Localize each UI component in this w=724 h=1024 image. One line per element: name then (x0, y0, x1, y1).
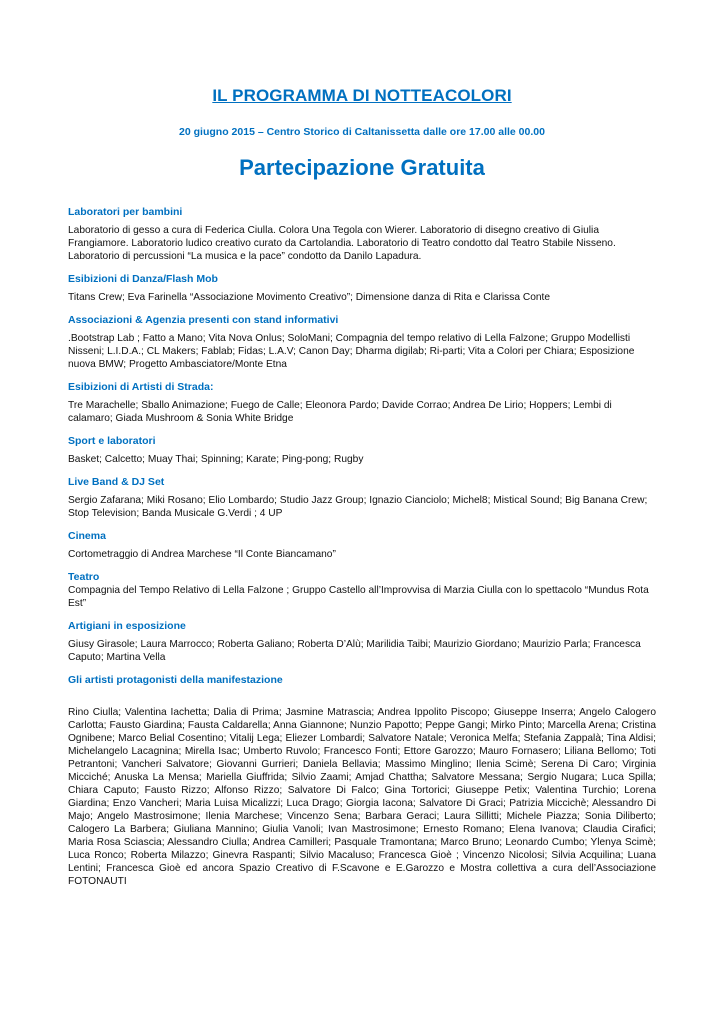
section-body: Giusy Girasole; Laura Marrocco; Roberta Galiano; Roberta D’Alù; Marilidia Taibi; Maurizio Giordano; Maurizio Parla; Francesca Caputo; Martina Vella (68, 639, 641, 663)
section-body: Laboratorio di gesso a cura di Federica Ciulla. Colora Una Tegola con Wierer. Laboratorio di disegno creativo di Giulia Frangiamore. Laboratorio ludico creativo curato da Cartolandia. Laboratorio di Teatro condotto dal Teatro Stabile Nisseno. Laboratorio di percussioni “La musica e la pace” condotto da Danilo Lapadura. (68, 225, 616, 262)
section-body: Rino Ciulla; Valentina Iachetta; Dalia di Prima; Jasmine Matrascia; Andrea Ippolito Piscopo; Giuseppe Inserra; Angelo Calogero Carlotta; Fausto Giardina; Fausta Caldarella; Anna Giannone; Nunzio Papotto; Peppe Gangi; Mirko Pinto; Marcella Arena; Cristina Ognibene; Marco Belial Cosentino; Vitalij Lega; Eliezer Lombardi; Salvatore Natale; Veronica Melfa; Stefania Zappalà; Tina Aldisi; Michelangelo Lacagnina; Mirella Isac; Umberto Ruvolo; Francesco Fonti; Ettore Garozzo; Mauro Fornasero; Liliana Bellomo; Toti Petrantoni; Vancheri Salvatore; Giovanni Gurrieri; Daniela Bellavia; Massimo Minglino; Ilenia Scimè; Serena Di Caro; Virginia Micciché; Anuska La Mensa; Mariella Giuffrida; Silvio Zaami; Amjad Chattha; Salvatore Messana; Sergio Nugara; Luca Spilla; Chiara Caputo; Fausto Rizzo; Alfonso Rizzo; Salvatore Di Falco; Gina Tortorici; Giuseppe Petix; Valentina Turchio; Lorena Giardina; Enzo Vancheri; Maria Luisa Micalizzi; Luca Drago; Giorgia Iacona; Salvatore Di Graci; Patrizia Miccichè; Alessandro Di Majo; Angelo Mastrosimone; Ilenia Marchese; Vincenzo Sena; Barbara Geraci; Laura Sillitti; Michele Piazza; Sonia Diliberto; Calogero La Barbera; Giuliana Mannino; Giulia Vanoli; Ivan Mastrosimone; Ernesto Romano; Elena Ivanova; Claudia Cirafici; Maria Rosa Sciascia; Alessandro Ciulla; Andrea Camilleri; Pasquale Tramontana; Marco Bruno; Leonardo Cumbo; Ylenya Scimè; Luca Ronco; Roberta Milazzo; Ginevra Raspanti; Silvio Macaluso; Francesca Gioè ; Vincenzo Nicolosi; Silvia Acquilina; Luana Lentini; Francesca Gioè ed ancora Spazio Creativo di F.Scavone e E.Garozzo e Mostra collettiva a cura dell’Associazione FOTONAUTI (68, 707, 656, 887)
section-artisti-strada (68, 381, 656, 425)
section-cinema (68, 530, 656, 561)
section-body: Compagnia del Tempo Relativo di Lella Falzone ; Gruppo Castello all’Improvvisa di Marzia Ciulla con lo spettacolo “Mundus Rota Est” (68, 585, 649, 609)
section-title: Esibizioni di Artisti di Strada: (68, 381, 214, 393)
section-laboratori-bambini (68, 206, 656, 263)
section-body: Sergio Zafarana; Miki Rosano; Elio Lombardo; Studio Jazz Group; Ignazio Cianciolo; Michel8; Mistical Sound; Big Banana Crew; Stop Television; Banda Musicale G.Verdi ; 4 UP (68, 495, 648, 519)
section-sport-laboratori (68, 435, 656, 466)
section-body: .Bootstrap Lab ; Fatto a Mano; Vita Nova Onlus; SoloMani; Compagnia del tempo relativo di Lella Falzone; Gruppo Modellisti Nisseni; L.I.D.A.; CL Makers; Fablab; Fidas; L.A.V; Canon Day; Dharma digilab; Ri-parti; Vita a Colori per Chiara; Esposizione nuova BMW; Progetto Ambasciatore/Monte Etna (68, 333, 635, 370)
section-title: Artigiani in esposizione (68, 620, 186, 632)
section-title: Esibizioni di Danza/Flash Mob (68, 273, 218, 285)
section-body: Cortometraggio di Andrea Marchese “Il Conte Biancamano” (68, 549, 336, 560)
section-artisti-protagonisti (68, 674, 656, 888)
section-body: Titans Crew; Eva Farinella “Associazione Movimento Creativo”; Dimensione danza di Rita e Clarissa Conte (68, 292, 551, 303)
section-title: Sport e laboratori (68, 435, 156, 447)
section-body: Basket; Calcetto; Muay Thai; Spinning; Karate; Ping-pong; Rugby (68, 454, 364, 465)
section-artigiani (68, 620, 656, 664)
section-body: Tre Marachelle; Sballo Animazione; Fuego de Calle; Eleonora Pardo; Davide Corrao; Andrea De Lirio; Hoppers; Lembi di calamaro; Giada Mushroom & Sonia White Bridge (68, 400, 612, 424)
section-title: Gli artisti protagonisti della manifestazione (68, 674, 283, 686)
section-title: Teatro (68, 571, 100, 583)
section-title: Live Band & DJ Set (68, 476, 165, 488)
section-live-band-dj (68, 476, 656, 520)
spacer (68, 692, 656, 706)
section-associazioni (68, 314, 656, 371)
event-date-location: 20 giugno 2015 – Centro Storico di Caltanissetta dalle ore 17.00 alle 00.00 (179, 126, 545, 138)
section-title: Associazioni & Agenzia presenti con stand informativi (68, 314, 339, 326)
section-teatro (68, 571, 656, 610)
section-title: Laboratori per bambini (68, 206, 183, 218)
section-danza-flash-mob (68, 273, 656, 304)
participation-heading: Partecipazione Gratuita (239, 155, 485, 180)
page-title: IL PROGRAMMA DI NOTTEACOLORI (212, 86, 512, 105)
section-title: Cinema (68, 530, 106, 542)
